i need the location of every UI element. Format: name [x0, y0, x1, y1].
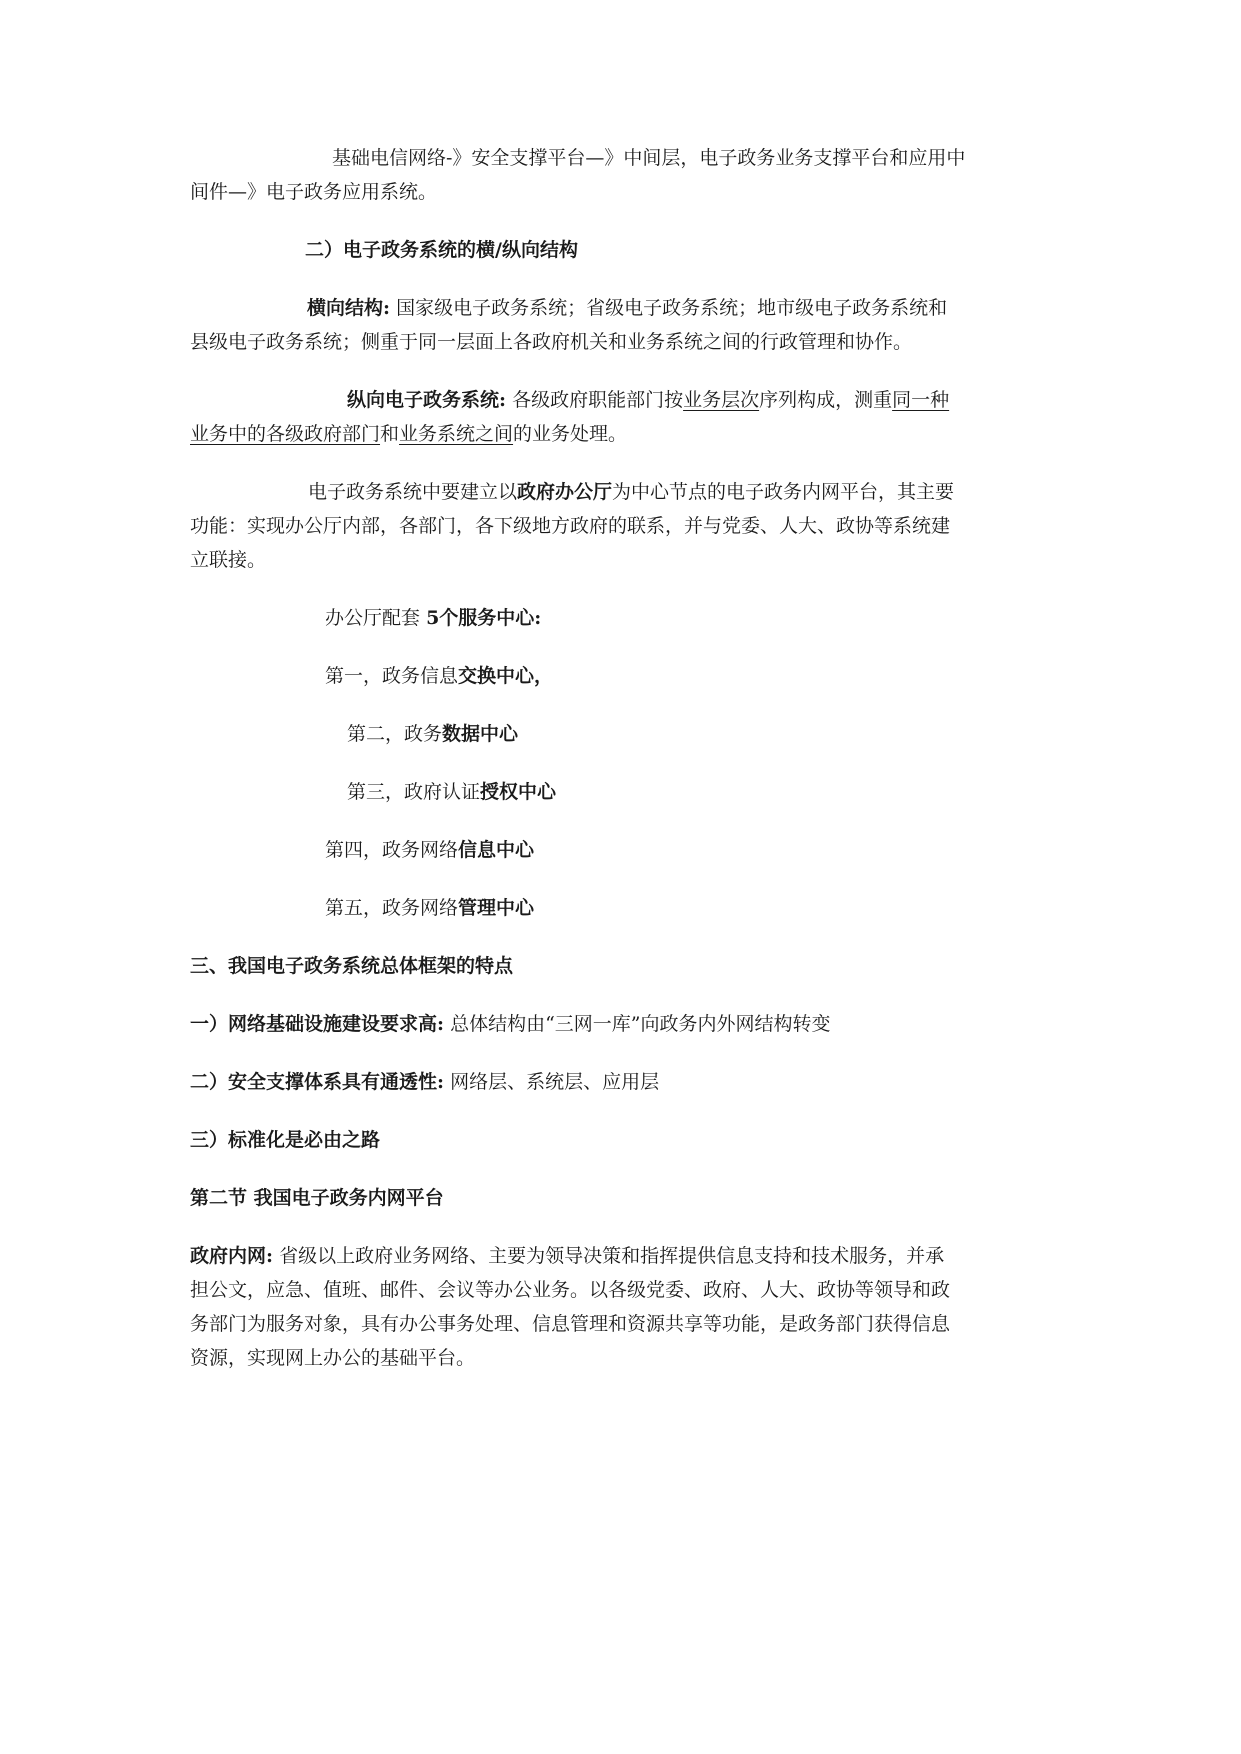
text: 办公厅配套 [325, 607, 421, 629]
underlined-text: 业务层次 [683, 389, 760, 411]
label-intranet: 政府内网: [190, 1245, 274, 1267]
paragraph-vertical-line2 [190, 416, 1050, 453]
text: 网络层、系统层、应用层 [450, 1071, 660, 1093]
center-item-4 [325, 832, 1185, 869]
label-vertical: 纵向电子政务系统: [347, 389, 507, 411]
text: 第五，政务网络 [325, 897, 459, 919]
paragraph-intranet-line1 [190, 1238, 1050, 1275]
bold-text: 交换中心， [458, 665, 554, 687]
underlined-text: 业务系统之间 [399, 423, 514, 445]
text: 各级政府职能部门按 [512, 389, 684, 411]
text: 序列构成，测重 [759, 389, 893, 411]
text: 国家级电子政务系统；省级电子政务系统；地市级电子政务系统和 [396, 297, 948, 319]
center-item-2 [347, 716, 1207, 753]
paragraph-office-line2: 功能：实现办公厅内部，各部门，各下级地方政府的联系，并与党委、人大、政协等系统建 [190, 515, 951, 537]
text: 间件—》电子政务应用系统。 [190, 181, 438, 203]
paragraph-vertical-line1 [190, 382, 1050, 419]
bold-text: 政府办公厅 [517, 481, 613, 503]
underlined-text: 业务中的各级政府部门 [190, 423, 381, 445]
center-item-1 [325, 658, 1185, 695]
text: 省级以上政府业务网络、主要为领导决策和指挥提供信息支持和技术服务，并承 [279, 1245, 945, 1267]
text: 基础电信网络-》安全支撑平台—》中间层，电子政务业务支撑平台和应用中 [332, 147, 966, 169]
paragraph-intranet-line3: 务部门为服务对象，具有办公事务处理、信息管理和资源共享等功能，是政务部门获得信息 [190, 1313, 951, 1335]
bold-text: 三）标准化是必由之路 [190, 1129, 381, 1151]
text: 第四，政务网络 [325, 839, 459, 861]
text: 总体结构由“三网一库”向政务内外网结构转变 [450, 1013, 831, 1035]
text: 的业务处理。 [513, 423, 628, 445]
center-item-5 [325, 890, 1185, 927]
paragraph-horizontal-line2: 县级电子政务系统；侧重于同一层面上各政府机关和业务系统之间的行政管理和协作。 [190, 331, 913, 353]
paragraph-horizontal-line1 [190, 290, 1050, 327]
heading-structure: 二）电子政务系统的横/纵向结构 [305, 239, 578, 261]
heading-section-two: 第二节 我国电子政务内网平台 [190, 1187, 444, 1209]
heading-features: 三、我国电子政务系统总体框架的特点 [190, 955, 514, 977]
text: 第二，政务 [347, 723, 443, 745]
underlined-text: 同一种 [892, 389, 950, 411]
paragraph-architecture-line1 [190, 140, 1050, 177]
text: 电子政务系统中要建立以 [308, 481, 518, 503]
bold-text: 数据中心 [442, 723, 519, 745]
bold-text: 5个服务中心: [426, 607, 542, 629]
paragraph-architecture-line2 [190, 174, 1050, 211]
bold-text: 管理中心 [458, 897, 535, 919]
bold-text: 二）安全支撑体系具有通透性: [190, 1071, 445, 1093]
label-horizontal: 横向结构: [307, 297, 391, 319]
paragraph-office-line1 [190, 474, 1050, 511]
paragraph-intranet-line2: 担公文，应急、值班、邮件、会议等办公业务。以各级党委、政府、人大、政协等领导和政 [190, 1279, 951, 1301]
paragraph-intranet-line4: 资源，实现网上办公的基础平台。 [190, 1347, 476, 1369]
bold-text: 授权中心 [480, 781, 557, 803]
bold-text: 一）网络基础设施建设要求高: [190, 1013, 445, 1035]
bold-text: 信息中心 [458, 839, 535, 861]
text: 为中心节点的电子政务内网平台，其主要 [612, 481, 955, 503]
feature-item-2 [190, 1064, 1050, 1101]
paragraph-office-line3: 立联接。 [190, 549, 267, 571]
center-item-3 [347, 774, 1207, 811]
text: 第三，政府认证 [347, 781, 481, 803]
feature-item-3 [190, 1122, 1050, 1159]
centers-intro [325, 600, 1185, 637]
text: 和 [380, 423, 400, 445]
feature-item-1 [190, 1006, 1050, 1043]
text: 第一，政务信息 [325, 665, 459, 687]
